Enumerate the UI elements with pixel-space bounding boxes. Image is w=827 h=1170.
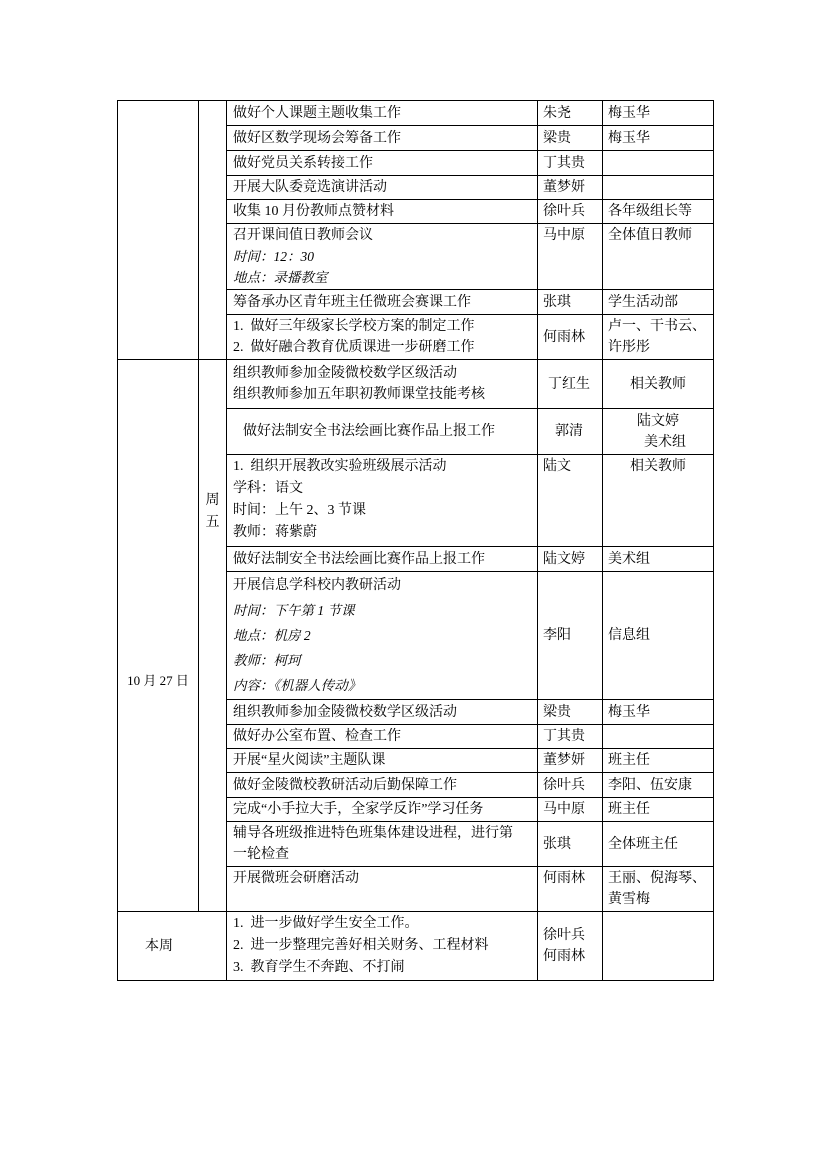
assist-name: 班主任 <box>608 802 650 817</box>
person-cell <box>538 822 603 867</box>
task-line: 做好法制安全书法绘画比赛作品上报工作 <box>233 551 485 567</box>
task-line: 组织教师参加金陵微校数学区级活动 <box>233 704 457 720</box>
task-line: 学科：语文 <box>233 481 303 496</box>
assist-cell <box>603 822 714 867</box>
person-cell <box>538 455 603 547</box>
assist-name: 陆文婷 <box>637 413 679 429</box>
assist-name: 信息组 <box>608 628 650 643</box>
task-line: 辅导各班级推进特色班集体建设进程，进行第 <box>233 826 513 841</box>
person-name: 马中原 <box>543 802 585 817</box>
person-cell <box>538 867 603 912</box>
task-line: 2. 进一步整理完善好相关财务、工程材料 <box>233 938 489 953</box>
assist-cell <box>603 798 714 822</box>
day-label: 周五 <box>205 493 220 530</box>
table-body <box>118 101 714 981</box>
person-cell <box>538 176 603 200</box>
task-line: 开展微班会研磨活动 <box>233 871 359 886</box>
task-line: 做好党员关系转接工作 <box>233 155 373 171</box>
task-line: 1. 进一步做好学生安全工作。 <box>233 916 419 931</box>
person-cell <box>538 101 603 126</box>
task-line: 完成“小手拉大手，全家学反诈”学习任务 <box>233 802 484 817</box>
assist-cell <box>603 749 714 773</box>
assist-cell <box>603 455 714 547</box>
person-cell <box>538 200 603 224</box>
assist-name: 相关教师 <box>630 459 686 474</box>
task-cell <box>227 822 538 867</box>
task-line: 时间：12：30 <box>233 249 314 264</box>
person-name: 梁贵 <box>543 704 571 720</box>
assist-name: 班主任 <box>608 753 650 768</box>
task-line: 召开课间值日教师会议 <box>233 228 373 243</box>
assist-cell <box>603 867 714 912</box>
task-line: 做好法制安全书法绘画比赛作品上报工作 <box>243 424 495 439</box>
task-line: 开展信息学科校内教研活动 <box>233 578 401 593</box>
task-line: 一轮检查 <box>233 847 289 862</box>
assist-cell <box>603 101 714 126</box>
assist-cell <box>603 151 714 176</box>
person-cell <box>538 151 603 176</box>
task-line: 地点：机房 2 <box>233 628 311 643</box>
task-line: 内容：《机器人传动》 <box>233 678 362 693</box>
assist-name: 许彤彤 <box>608 340 650 355</box>
assist-name: 梅玉华 <box>608 704 650 720</box>
person-name: 丁红生 <box>548 376 590 392</box>
task-cell <box>227 773 538 798</box>
task-cell <box>227 867 538 912</box>
assist-name: 全体值日教师 <box>608 228 692 243</box>
task-cell <box>227 360 538 409</box>
person-cell <box>538 749 603 773</box>
task-cell <box>227 547 538 572</box>
assist-name: 美术组 <box>608 551 650 567</box>
date-label: 10 月 27 日 <box>127 673 189 688</box>
task-cell <box>227 176 538 200</box>
person-name: 丁其贵 <box>543 729 585 744</box>
person-name: 董梦妍 <box>543 753 585 768</box>
person-name: 徐叶兵 <box>543 204 585 219</box>
assist-cell <box>603 409 714 455</box>
assist-cell <box>603 176 714 200</box>
task-line: 开展“星火阅读”主题队课 <box>233 753 386 768</box>
person-cell <box>538 409 603 455</box>
assist-cell <box>603 126 714 151</box>
person-cell <box>538 725 603 749</box>
task-cell <box>227 126 538 151</box>
assist-cell <box>603 912 714 981</box>
task-cell <box>227 101 538 126</box>
task-line: 教师：柯珂 <box>233 653 301 668</box>
task-cell <box>227 409 538 455</box>
task-line: 收集 10 月份教师点赞材料 <box>233 204 394 219</box>
task-cell <box>227 572 538 700</box>
task-line: 3. 教育学生不奔跑、不打闹 <box>233 960 405 975</box>
assist-cell <box>603 315 714 360</box>
date-cell <box>118 360 199 912</box>
person-cell <box>538 290 603 315</box>
person-name: 张琪 <box>543 294 571 310</box>
person-name: 朱尧 <box>543 105 571 121</box>
assist-cell <box>603 360 714 409</box>
person-name: 何雨林 <box>543 329 585 345</box>
person-name: 陆文婷 <box>543 551 585 567</box>
task-cell <box>227 455 538 547</box>
person-name: 张琪 <box>543 836 571 852</box>
task-cell <box>227 798 538 822</box>
person-cell <box>538 224 603 290</box>
person-cell <box>538 360 603 409</box>
task-line: 组织教师参加五年职初教师课堂技能考核 <box>233 387 485 402</box>
assist-cell <box>603 572 714 700</box>
task-cell <box>227 749 538 773</box>
person-cell <box>538 315 603 360</box>
assist-name: 王丽、倪海琴、 <box>608 871 706 886</box>
day-cell <box>199 101 227 360</box>
person-name: 马中原 <box>543 228 585 243</box>
assist-cell <box>603 290 714 315</box>
task-line: 组织教师参加金陵微校数学区级活动 <box>233 366 457 381</box>
person-name: 徐叶兵 <box>543 928 585 943</box>
task-line: 地点：录播教室 <box>233 270 328 285</box>
person-cell <box>538 547 603 572</box>
week-label: 本周 <box>145 938 173 954</box>
task-line: 做好办公室布置、检查工作 <box>233 729 401 744</box>
assist-name: 美术组 <box>630 434 686 450</box>
date-cell <box>118 101 199 360</box>
assist-cell <box>603 547 714 572</box>
assist-name: 全体班主任 <box>608 836 678 852</box>
task-cell <box>227 700 538 725</box>
task-cell <box>227 315 538 360</box>
person-name: 丁其贵 <box>543 155 585 171</box>
task-line: 1. 做好三年级家长学校方案的制定工作 <box>233 319 475 334</box>
person-cell <box>538 572 603 700</box>
person-cell <box>538 700 603 725</box>
assist-name: 相关教师 <box>630 376 686 392</box>
assist-name: 卢一、干书云、 <box>608 319 706 334</box>
assist-cell <box>603 224 714 290</box>
assist-name: 学生活动部 <box>608 294 678 310</box>
task-line: 时间：上午 2、3 节课 <box>233 503 366 518</box>
assist-cell <box>603 725 714 749</box>
task-cell <box>227 200 538 224</box>
task-cell <box>227 912 538 981</box>
schedule-table <box>117 100 714 981</box>
person-name: 徐叶兵 <box>543 777 585 793</box>
assist-name: 梅玉华 <box>608 105 650 121</box>
table-row <box>118 101 714 126</box>
task-line: 时间：下午第 1 节课 <box>233 603 355 618</box>
assist-name: 黄雪梅 <box>608 892 650 907</box>
person-name: 何雨林 <box>543 871 585 886</box>
assist-name: 各年级组长等 <box>608 204 692 219</box>
task-line: 教师：蒋紫蔚 <box>233 525 317 540</box>
person-cell <box>538 798 603 822</box>
task-line: 做好个人课题主题收集工作 <box>233 105 401 121</box>
person-name: 何雨林 <box>543 949 585 964</box>
assist-name: 李阳、伍安康 <box>608 777 692 793</box>
task-cell <box>227 224 538 290</box>
assist-cell <box>603 200 714 224</box>
task-line: 1. 组织开展教改实验班级展示活动 <box>233 459 447 474</box>
person-name: 董梦妍 <box>543 180 585 195</box>
task-cell <box>227 151 538 176</box>
week-summary-cell <box>118 912 227 981</box>
person-name: 陆文 <box>543 459 571 474</box>
person-cell <box>538 773 603 798</box>
person-cell <box>538 126 603 151</box>
person-name: 郭清 <box>555 424 583 439</box>
assist-cell <box>603 700 714 725</box>
task-cell <box>227 725 538 749</box>
assist-name: 梅玉华 <box>608 130 650 146</box>
person-cell <box>538 912 603 981</box>
task-line: 开展大队委竞选演讲活动 <box>233 180 387 195</box>
day-cell <box>199 360 227 912</box>
person-name: 李阳 <box>543 628 571 643</box>
table-row <box>118 912 714 981</box>
table-row <box>118 360 714 409</box>
task-line: 做好金陵微校教研活动后勤保障工作 <box>233 777 457 793</box>
task-line: 筹备承办区青年班主任微班会赛课工作 <box>233 294 471 310</box>
task-cell <box>227 290 538 315</box>
person-name: 梁贵 <box>543 130 571 146</box>
task-line: 2. 做好融合教育优质课进一步研磨工作 <box>233 340 475 355</box>
task-line: 做好区数学现场会筹备工作 <box>233 130 401 146</box>
assist-cell <box>603 773 714 798</box>
